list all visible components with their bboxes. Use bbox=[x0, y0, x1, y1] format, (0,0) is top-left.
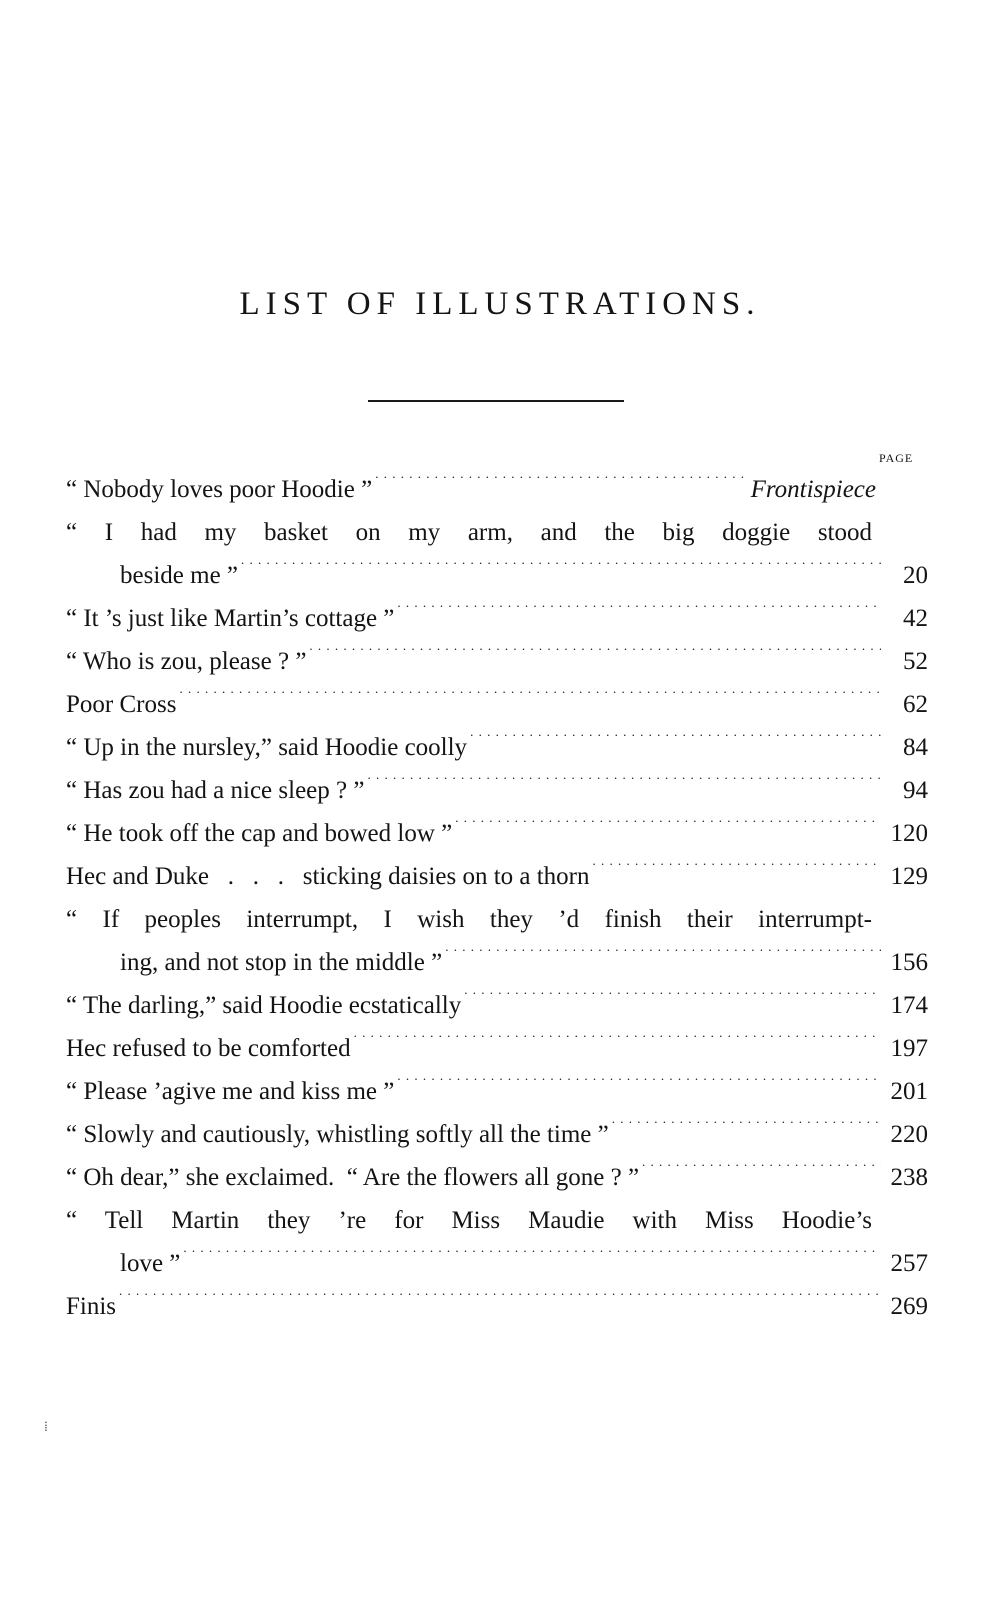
entry-caption: Hec and Duke . . . sticking daisies on to a thorn bbox=[66, 863, 590, 890]
entry-caption: “ It ’s just like Martin’s cottage ” bbox=[66, 605, 395, 632]
illustration-entry bbox=[66, 1113, 928, 1156]
entry-page-number: 42 bbox=[903, 605, 928, 632]
entry-page-number: Frontispiece bbox=[750, 476, 876, 503]
dot-leader bbox=[119, 1285, 881, 1314]
entry-caption: “ Up in the nursley,” said Hoodie coolly bbox=[66, 734, 468, 761]
dot-leader bbox=[612, 1113, 881, 1142]
dot-leader bbox=[445, 941, 881, 970]
entry-page-number: 62 bbox=[903, 691, 928, 718]
entry-caption-first-line: “ Tell Martin they ’re for Miss Maudie with Miss Hoodie’s bbox=[66, 1207, 872, 1234]
dot-leader bbox=[309, 640, 881, 669]
entry-page-number: 52 bbox=[903, 648, 928, 675]
illustration-entry bbox=[66, 640, 928, 683]
page-column-label: PAGE bbox=[879, 451, 914, 465]
entry-caption: “ Oh dear,” she exclaimed. “ Are the flowers all gone ? ” bbox=[66, 1164, 640, 1191]
entry-caption-last-line: beside me ” bbox=[120, 562, 239, 589]
illustration-entry bbox=[66, 769, 928, 812]
entry-caption: “ Has zou had a nice sleep ? ” bbox=[66, 777, 365, 804]
title-rule bbox=[368, 400, 624, 402]
illustration-entry bbox=[66, 1156, 928, 1199]
dot-leader bbox=[642, 1156, 881, 1185]
entry-caption: Finis bbox=[66, 1293, 117, 1320]
dot-leader bbox=[397, 1070, 881, 1099]
dot-leader bbox=[464, 984, 881, 1013]
dot-leader bbox=[367, 769, 881, 798]
illustration-entry bbox=[66, 1285, 928, 1328]
entry-page-number: 20 bbox=[903, 562, 928, 589]
illustration-entry bbox=[66, 812, 928, 855]
illustration-entry bbox=[66, 898, 928, 984]
dot-leader bbox=[397, 597, 881, 626]
dot-leader bbox=[375, 468, 747, 497]
entry-page-number: 84 bbox=[903, 734, 928, 761]
entry-caption: “ Please ’agive me and kiss me ” bbox=[66, 1078, 395, 1105]
entry-caption-first-line: “ I had my basket on my arm, and the big doggie stood bbox=[66, 519, 872, 546]
dot-leader bbox=[183, 1242, 881, 1271]
illustration-entry bbox=[66, 597, 928, 640]
entry-page-number: 238 bbox=[890, 1164, 928, 1191]
entry-page-number: 129 bbox=[890, 863, 928, 890]
entry-page-number: 120 bbox=[890, 820, 928, 847]
entry-page-number: 174 bbox=[890, 992, 928, 1019]
entry-page-number: 220 bbox=[890, 1121, 928, 1148]
dot-leader bbox=[593, 855, 881, 884]
entry-caption: “ Slowly and cautiously, whistling softly all the time ” bbox=[66, 1121, 609, 1148]
entry-caption: “ The darling,” said Hoodie ecstatically bbox=[66, 992, 462, 1019]
entry-page-number: 257 bbox=[890, 1250, 928, 1277]
entry-page-number: 201 bbox=[890, 1078, 928, 1105]
dot-leader bbox=[241, 554, 881, 583]
entry-caption-first-line: “ If peoples interrumpt, I wish they ’d finish their interrumpt- bbox=[66, 906, 872, 933]
illustration-entry bbox=[66, 984, 928, 1027]
illustration-entry bbox=[66, 1070, 928, 1113]
illustration-entry bbox=[66, 726, 928, 769]
illustration-entry bbox=[66, 855, 928, 898]
entry-caption: Poor Cross bbox=[66, 691, 177, 718]
margin-mark: ⁞ bbox=[44, 1420, 48, 1435]
entry-page-number: 156 bbox=[890, 949, 928, 976]
entry-page-number: 94 bbox=[903, 777, 928, 804]
entry-caption-last-line: ing, and not stop in the middle ” bbox=[120, 949, 443, 976]
dot-leader bbox=[455, 812, 881, 841]
entry-caption: Hec refused to be comforted bbox=[66, 1035, 351, 1062]
entry-page-number: 197 bbox=[890, 1035, 928, 1062]
entry-caption: “ He took off the cap and bowed low ” bbox=[66, 820, 453, 847]
illustration-entry bbox=[66, 1199, 928, 1285]
page-title: LIST OF ILLUSTRATIONS. bbox=[239, 286, 761, 322]
illustrations-list bbox=[66, 468, 928, 1328]
entry-page-number: 269 bbox=[890, 1293, 928, 1320]
dot-leader bbox=[470, 726, 881, 755]
entry-caption: “ Nobody loves poor Hoodie ” bbox=[66, 476, 373, 503]
illustration-entry bbox=[66, 1027, 928, 1070]
dot-leader bbox=[354, 1027, 881, 1056]
entry-caption-last-line: love ” bbox=[120, 1250, 181, 1277]
illustration-entry bbox=[66, 468, 928, 511]
illustration-entry bbox=[66, 683, 928, 726]
entry-caption: “ Who is zou, please ? ” bbox=[66, 648, 307, 675]
illustration-entry bbox=[66, 511, 928, 597]
dot-leader bbox=[179, 683, 881, 712]
